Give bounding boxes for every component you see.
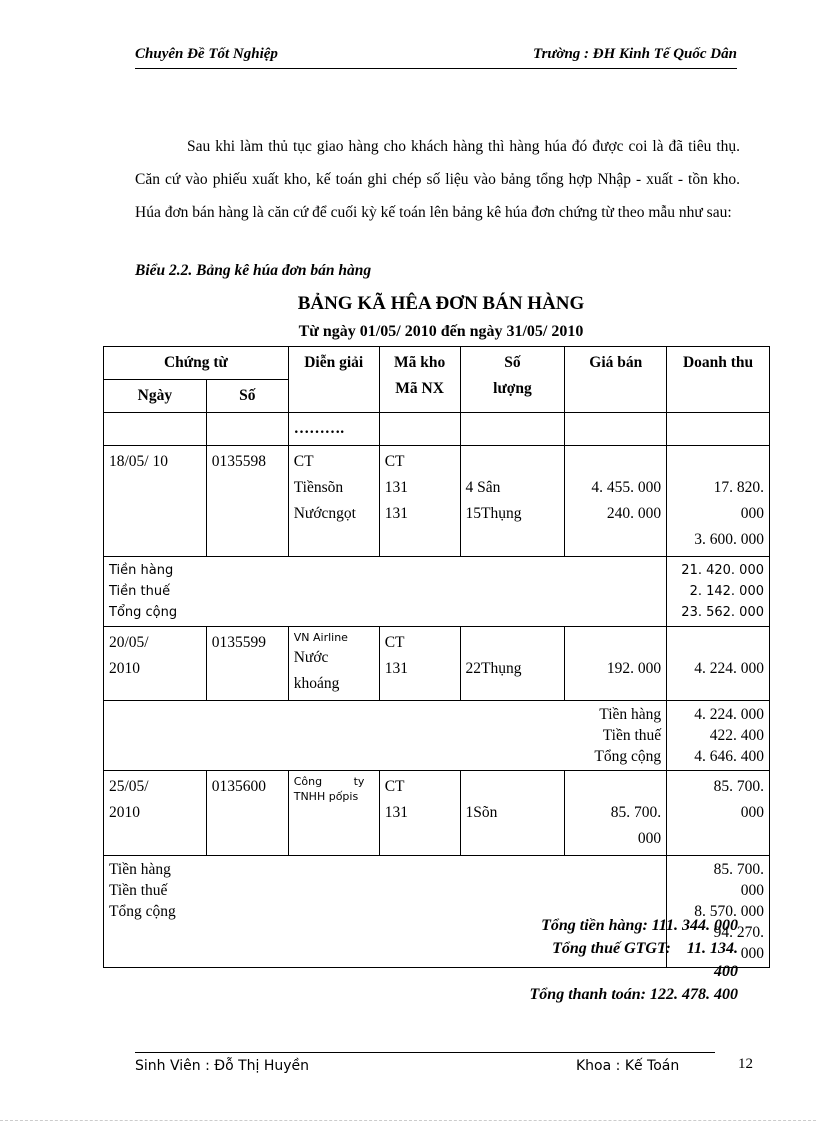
row2-dien-giai: VN Airline Nước khoáng — [288, 627, 379, 701]
table-subtitle: Từ ngày 01/05/ 2010 đến ngày 31/05/ 2010 — [298, 323, 584, 340]
row3-ngay: 25/05/ 2010 — [104, 771, 207, 856]
header-gia-ban: Giá bán — [565, 347, 667, 413]
row2-so-luong: 22Thụng — [460, 627, 565, 701]
row3-gia-ban: 85. 700. 000 — [565, 771, 667, 856]
row1-so-luong: 4 Sân 15Thụng — [460, 446, 565, 557]
header-left: Chuyên Đề Tốt Nghiệp — [135, 46, 278, 62]
row2-ma-kho: CT 131 — [379, 627, 460, 701]
row1-gia-ban: 4. 455. 000 240. 000 — [565, 446, 667, 557]
header-so-luong — [460, 347, 565, 413]
ellipsis-row — [104, 413, 770, 446]
total-payment: Tổng thanh toán: 122. 478. 400 — [529, 986, 738, 1003]
summary3-labels: Tiền hàng Tiền thuế Tổng cộng — [104, 856, 667, 968]
header-so: Số — [206, 380, 288, 413]
header-ma-kho — [379, 347, 460, 413]
header-row-1 — [104, 347, 770, 380]
footer-divider — [135, 1052, 715, 1054]
row1-so: 0135598 — [206, 446, 288, 557]
page-number: 12 — [738, 1056, 753, 1072]
table-row — [104, 771, 770, 856]
figure-label: Biểu 2.2. Bảng kê húa đơn bán hàng — [135, 262, 372, 279]
row3-dien-giai: Công ty TNHH pốpis — [288, 771, 379, 856]
invoice-table — [103, 346, 770, 968]
row1-dien-giai: CT Tiềnsõn Nướcngọt — [288, 446, 379, 557]
page-header — [135, 46, 737, 69]
row2-gia-ban: 192. 000 — [565, 627, 667, 701]
row3-doanh-thu: 85. 700. 000 — [667, 771, 770, 856]
header-so-luong-line2: lượng — [493, 380, 532, 397]
header-chung-tu: Chứng từ — [104, 347, 289, 380]
table-row — [104, 627, 770, 701]
grand-totals — [530, 914, 738, 1006]
summary1-labels: Tiền hàng Tiền thuế Tổng cộng — [104, 557, 667, 627]
footer-student: Sinh Viên : Đỗ Thị Huyền — [135, 1058, 310, 1074]
footer-faculty: Khoa : Kế Toán — [576, 1058, 680, 1074]
header-right: Trường : ĐH Kinh Tế Quốc Dân — [532, 46, 737, 62]
summary2-labels: Tiền hàng Tiền thuế Tổng cộng — [104, 701, 667, 771]
table-title: BẢNG KÃ HÊA ĐƠN BÁN HÀNG — [297, 293, 585, 314]
row1-doanh-thu: 17. 820. 000 3. 600. 000 — [667, 446, 770, 557]
row3-so-luong: 1Sõn — [460, 771, 565, 856]
page-edge-divider — [0, 1120, 816, 1121]
table-row — [104, 446, 770, 557]
body-paragraph: Sau khi làm thủ tục giao hàng cho khách hàng thì hàng húa đó được coi là đã tiêu thụ. Căn cứ vào phiếu xuất kho, kế toán ghi chép số liệu vào bảng tổng hợp Nhập - xuất - tồn kho. Húa đơn bán hàng là căn cứ để cuối kỳ kế toán lên bảng kê húa đơn chứng từ theo mẫu như sau: — [135, 138, 740, 221]
summary-row — [104, 557, 770, 627]
total-vat: Tổng thuế GTGT: 11. 134. — [552, 940, 738, 957]
header-ngay: Ngày — [104, 380, 207, 413]
row2-so: 0135599 — [206, 627, 288, 701]
row3-ma-kho: CT 131 — [379, 771, 460, 856]
header-ma-kho-line1: Mã kho — [393, 354, 446, 371]
header-ma-kho-line2: Mã NX — [395, 380, 444, 397]
header-doanh-thu: Doanh thu — [667, 347, 770, 413]
header-dien-giai: Diễn giải — [288, 347, 379, 413]
header-so-luong-line1: Số — [504, 354, 521, 371]
row2-doanh-thu: 4. 224. 000 — [667, 627, 770, 701]
summary1-values: 21. 420. 000 2. 142. 000 23. 562. 000 — [667, 557, 770, 627]
ellipsis-cell: ………. — [288, 413, 379, 446]
total-goods: Tổng tiền hàng: 111. 344. 000 — [541, 917, 738, 934]
total-vat-cont: 400 — [714, 963, 738, 980]
row1-ma-kho: CT 131 131 — [379, 446, 460, 557]
row1-ngay: 18/05/ 10 — [104, 446, 207, 557]
summary3-values: 85. 700. 000 8. 570. 000 94. 270. 000 — [667, 856, 770, 968]
row3-so: 0135600 — [206, 771, 288, 856]
summary-row — [104, 701, 770, 771]
summary2-values: 4. 224. 000 422. 400 4. 646. 400 — [667, 701, 770, 771]
row2-ngay: 20/05/ 2010 — [104, 627, 207, 701]
